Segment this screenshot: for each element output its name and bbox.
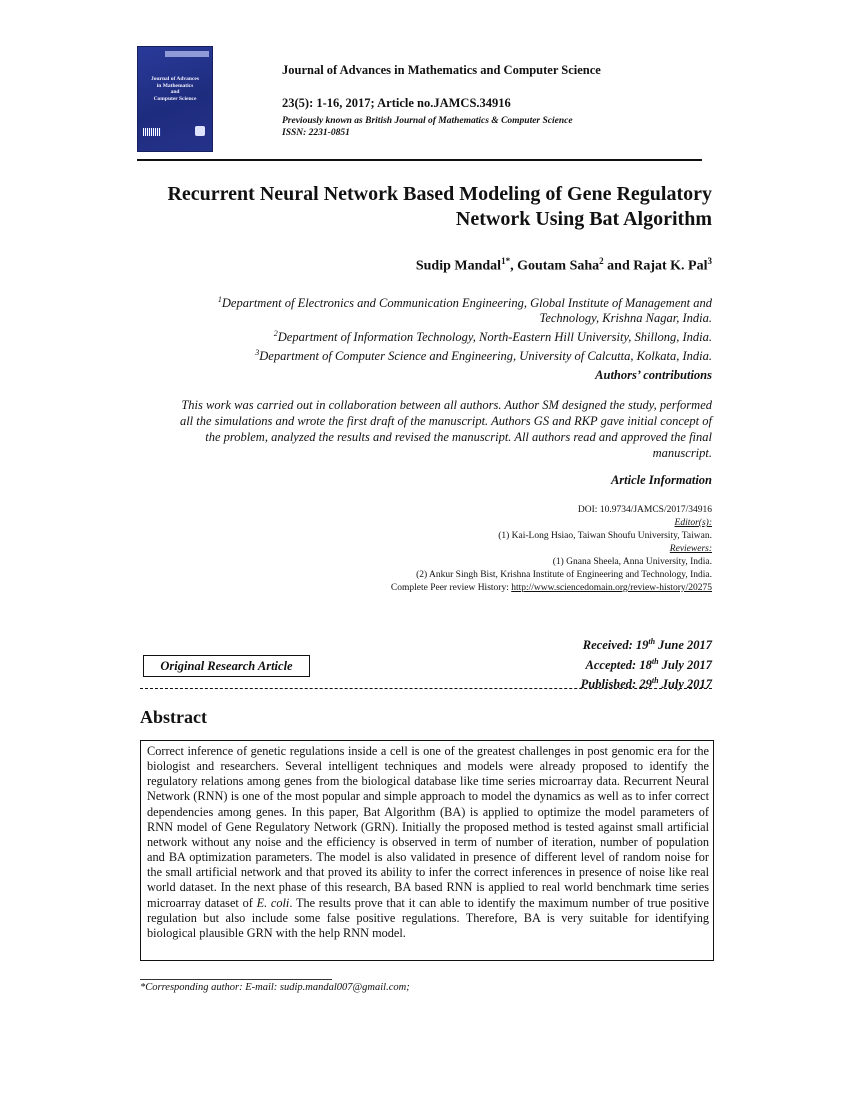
reviewer-2: (2) Ankur Singh Bist, Krishna Institute of Engineering and Technology, India. bbox=[416, 570, 712, 580]
corresponding-author-footnote: *Corresponding author: E-mail: sudip.mandal007@gmail.com; bbox=[140, 982, 410, 993]
review-history: Complete Peer review History: http://www.sciencedomain.org/review-history/20275 bbox=[390, 583, 712, 593]
dashed-divider bbox=[140, 688, 712, 689]
editors-label: Editor(s): bbox=[674, 518, 712, 528]
cover-logo-icon bbox=[195, 126, 205, 136]
contributions-heading: Authors’ contributions bbox=[595, 368, 712, 382]
editor-1: (1) Kai-Long Hsiao, Taiwan Shoufu University, Taiwan. bbox=[498, 531, 712, 541]
affiliation-1: $^1$Department of Electronics and Communication Engineering, Global Institute of Management and bbox=[217, 295, 712, 311]
accepted-date: Accepted: 18th July 2017 bbox=[585, 656, 712, 672]
contributions-text: This work was carried out in collaboration between all authors. Author SM designed the study, performed all the simulations and wrote the first draft of the manuscript. Authors GS and RKP gave initial concept of the problem, analyzed the results and revised the manuscript. All authors read and approved the final manuscript. bbox=[179, 398, 712, 460]
journal-cover-image bbox=[137, 46, 213, 152]
reviewer-1: (1) Gnana Sheela, Anna University, India. bbox=[552, 557, 712, 567]
previously-known: Previously known as British Journal of Mathematics & Computer Science bbox=[282, 116, 573, 126]
published-date: Published: 29th July 2017 bbox=[580, 676, 712, 692]
article-info bbox=[300, 504, 712, 595]
journal-citation: 23(5): 1-16, 2017; Article no.JAMCS.34916 bbox=[282, 96, 511, 110]
affiliations: $^1$Department of Electronics and Communication Engineering, Global Institute of Management and Technology, Krishna Nagar, India. $^2$Department of Information Technology, North-Eastern Hill University, Shillong, India. $^3$Department of Computer Science and Engineering, University of Calcutta, Kolkata, India. bbox=[130, 292, 712, 364]
paper-title: Recurrent Neural Network Based Modeling of Gene Regulatory Network Using Bat Algorithm bbox=[167, 183, 712, 230]
header-rule bbox=[137, 159, 702, 161]
abstract-heading: Abstract bbox=[140, 707, 207, 727]
affiliation-3: $^3$Department of Computer Science and Engineering, University of Calcutta, Kolkata, India. bbox=[255, 348, 712, 364]
article-type-label: Original Research Article bbox=[143, 655, 310, 677]
author-1: Sudip Mandal bbox=[415, 258, 502, 274]
doi: DOI: 10.9734/JAMCS/2017/34916 bbox=[577, 505, 712, 515]
footnote-rule bbox=[140, 979, 332, 980]
affiliation-2: $^2$Department of Information Technology, North-Eastern Hill University, Shillong, India. bbox=[273, 329, 712, 345]
reviewers-label: Reviewers: bbox=[669, 544, 712, 554]
author-list: Sudip Mandal$^{1*}$, Goutam Saha$^2$ and Rajat K. Pal$^3$ bbox=[415, 256, 712, 274]
received-date: Received: 19th June 2017 bbox=[582, 637, 712, 653]
journal-name: Journal of Advances in Mathematics and Computer Science bbox=[282, 63, 601, 77]
publication-dates bbox=[450, 634, 712, 693]
author-3: Rajat K. Pal bbox=[633, 258, 708, 274]
cover-band bbox=[165, 51, 209, 57]
author-2: Goutam Saha bbox=[517, 258, 600, 274]
cover-title: Journal of Advances in Mathematics and Computer Science bbox=[151, 76, 199, 102]
cover-barcode bbox=[143, 128, 161, 136]
review-history-link[interactable]: http://www.sciencedomain.org/review-history/20275 bbox=[511, 583, 712, 593]
article-info-heading: Article Information bbox=[610, 473, 712, 487]
issn: ISSN: 2231-0851 bbox=[282, 128, 350, 138]
abstract-text: Correct inference of genetic regulations inside a cell is one of the greatest challenges in post genomic era for the biologist and researchers. Several intelligent techniques and models were already proposed to identify the regulatory relations among genes from the biological database like time series microarray data. Recurrent Neural Network (RNN) is one of the most popular and simple approach to model the dynamics as well as to infer correct dependencies among genes. In this paper, Bat Algorithm (BA) is applied to optimize the model parameters of RNN model of Gene Regulatory Network (GRN). Initially the proposed method is tested against small artificial network without any noise and the efficiency is observed in term of number of iteration, number of population and BA optimization parameters. The model is also validated in presence of different level of random noise for the small artificial network and that proved its ability to infer the correct inferences in presence of noise like real world dataset. In the next phase of this research, BA based RNN is applied to real world benchmark time series microarray dataset of E. coli. The results prove that it can able to identify the maximum number of true positive regulation but also include some false positive regulations. Therefore, BA is very suitable for identifying biological plausible GRN with the help RNN model. bbox=[140, 740, 714, 961]
